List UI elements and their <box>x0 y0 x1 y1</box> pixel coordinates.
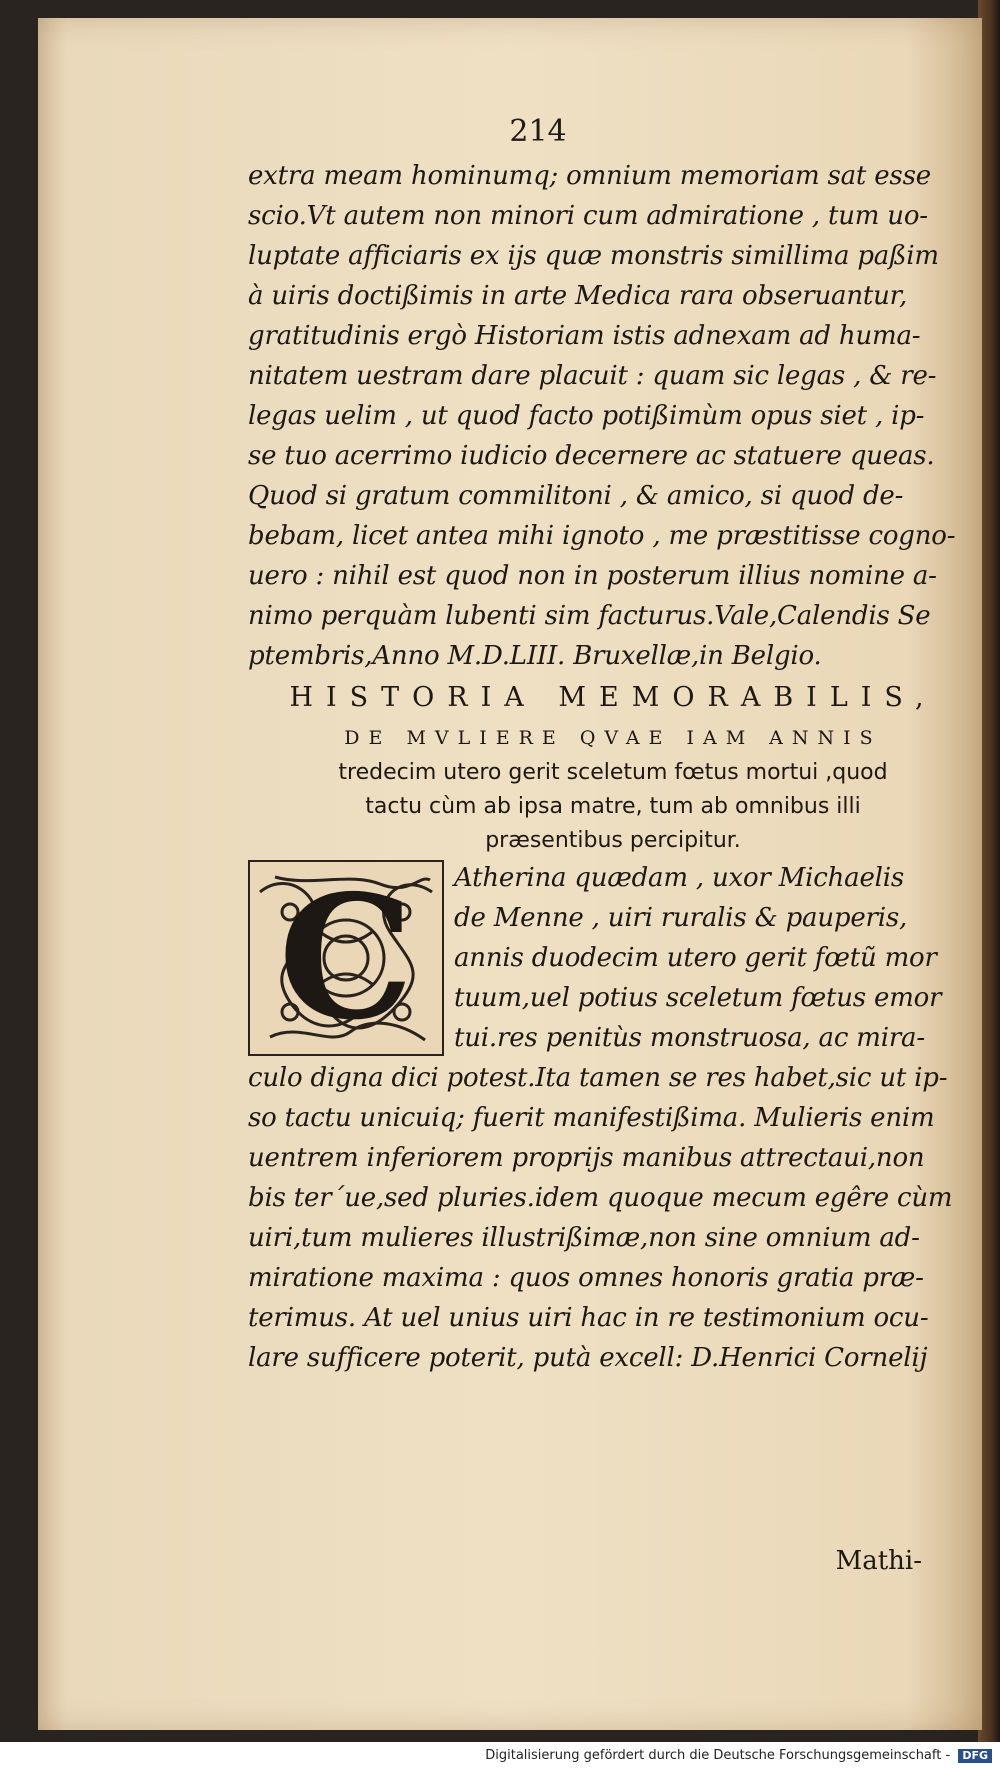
section-subheading-line-3: præsentibus percipitur. <box>485 828 741 853</box>
body-line-7: legas uelim , ut quod facto potißimùm opus siet , ip- <box>248 401 925 431</box>
body-line-12: nimo perquàm lubenti sim facturus.Vale,Calendis Se <box>248 601 931 631</box>
catchword: Mathi- <box>835 1546 922 1576</box>
ornamental-initial <box>248 860 444 1056</box>
body-line-9: Quod si gratum commilitoni , & amico, si quod de- <box>248 481 904 511</box>
body-line-13: ptembris,Anno M.D.LIII. Bruxellæ,in Belgio. <box>248 641 822 671</box>
body-line-2: scio.Vt autem non minori cum admiratione , tum uo- <box>248 201 928 231</box>
body-line-8: se tuo acerrimo iudicio decernere ac statuere queas. <box>248 441 935 471</box>
body-line-4: à uiris doctißimis in arte Medica rara obseruantur, <box>248 281 908 311</box>
section-heading: HISTORIA MEMORABILIS, <box>289 682 937 713</box>
drop-line-4: tuum,uel potius sceletum fœtus emor <box>454 983 942 1013</box>
body-line-6: nitatem uestram dare placuit : quam sic legas , & re- <box>248 361 937 391</box>
drop-line-5: tui.res penitùs monstruosa, ac mira- <box>454 1023 925 1053</box>
after-line-6: miratione maxima : quos omnes honoris gratia præ- <box>248 1263 924 1293</box>
body-line-5: gratitudinis ergò Historiam istis adnexam ad huma- <box>248 321 921 351</box>
body-line-11: uero : nihil est quod non in posterum illius nomine a- <box>248 561 937 591</box>
after-line-4: bis ter´ue,sed pluries.idem quoque mecum egêre cùm <box>248 1183 953 1213</box>
drop-line-3: annis duodecim utero gerit fœtũ mor <box>454 943 937 973</box>
drop-line-1: Atherina quædam , uxor Michaelis <box>454 863 905 893</box>
initial-letter: C <box>278 860 414 1056</box>
drop-line-2: de Menne , uiri ruralis & pauperis, <box>454 903 908 933</box>
after-line-7: terimus. At uel unius uiri hac in re testimonium ocu- <box>248 1303 929 1333</box>
body-line-3: luptate afficiaris ex ijs quæ monstris simillima paßim <box>248 241 939 271</box>
drop-cap-block <box>248 858 978 1058</box>
dfg-logo-icon: DFG <box>958 1749 992 1763</box>
section-subheading-line-2: tactu cùm ab ipsa matre, tum ab omnibus illi <box>365 794 861 819</box>
footer-credit-text: Digitalisierung gefördert durch die Deutsche Forschungsgemeinschaft - <box>485 1748 951 1763</box>
section-subheading-line-1: tredecim utero gerit sceletum fœtus mortui ,quod <box>338 760 888 785</box>
book-page <box>38 18 982 1730</box>
folio-number: 214 <box>509 114 567 149</box>
footer-credit <box>485 1748 992 1763</box>
text-block <box>248 156 978 1378</box>
after-line-1: culo digna dici potest.Ita tamen se res habet,sic ut ip- <box>248 1063 948 1093</box>
body-line-1: extra meam hominumq; omnium memoriam sat esse <box>248 161 931 191</box>
after-line-3: uentrem inferiorem proprijs manibus attrectaui,non <box>248 1143 925 1173</box>
drop-cap-lines <box>454 858 984 1058</box>
after-line-2: so tactu unicuiq; fuerit manifestißima. Mulieris enim <box>248 1103 935 1133</box>
after-line-5: uiri,tum mulieres illustrißimæ,non sine omnium ad- <box>248 1223 920 1253</box>
after-line-8: lare sufficere poterit, putà excell: D.Henrici Cornelij <box>248 1343 928 1373</box>
body-line-10: bebam, licet antea mihi ignoto , me præstitisse cogno- <box>248 521 956 551</box>
footer-bar <box>0 1742 1000 1768</box>
section-subheading-caps: DE MVLIERE QVAE IAM ANNIS <box>344 727 882 749</box>
